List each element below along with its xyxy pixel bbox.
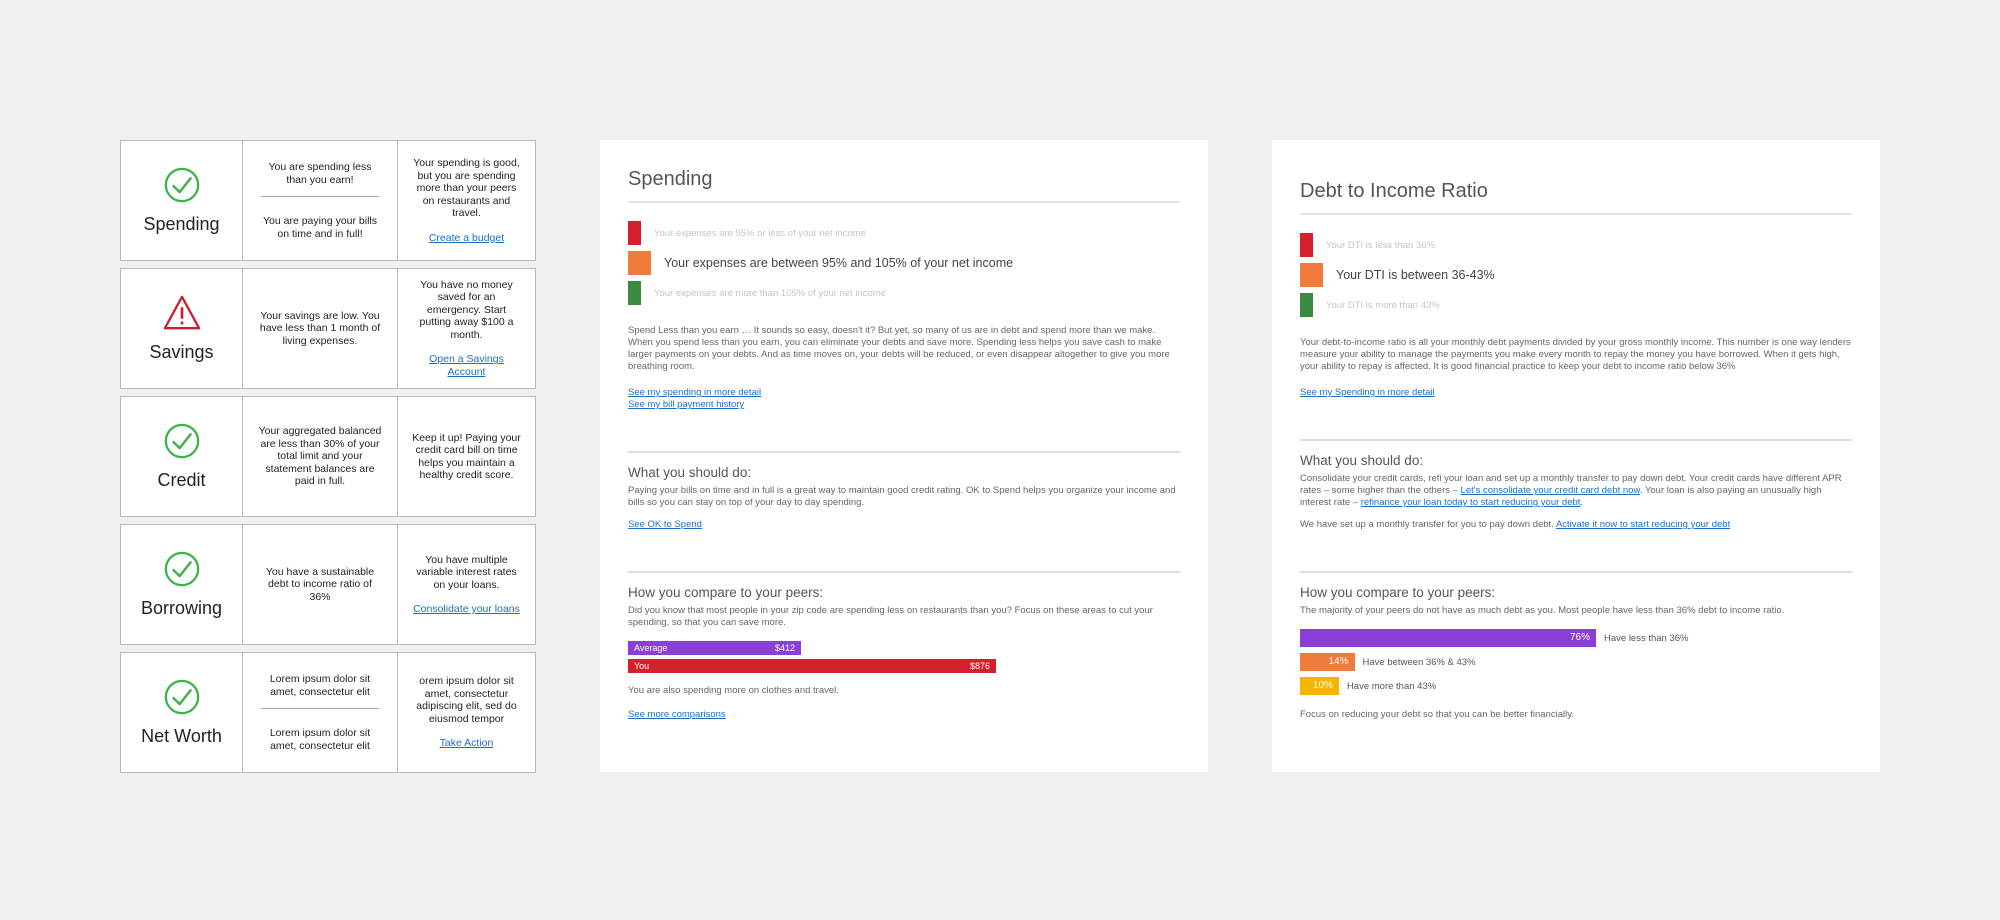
- dti-bar: 10%: [1300, 677, 1339, 695]
- panel-title: Debt to Income Ratio: [1300, 180, 1488, 202]
- orange-swatch: [1300, 263, 1323, 287]
- note-text: You are also spending more on clothes and travel.: [628, 685, 839, 696]
- summary-row-net-worth: [120, 652, 536, 773]
- status-cell: [243, 397, 398, 516]
- section-title: How you compare to your peers:: [628, 585, 824, 600]
- section-text: [1300, 519, 1852, 531]
- advice-cell: [398, 653, 535, 772]
- check-circle-icon: [163, 550, 201, 588]
- legend-text: Your expenses are more than 105% of your net income: [654, 287, 887, 299]
- status-cell: [243, 269, 398, 388]
- status-legend: [628, 221, 1180, 305]
- legend-text: Your expenses are between 95% and 105% of your net income: [664, 256, 1014, 270]
- legend-text: Your DTI is between 36-43%: [1336, 268, 1495, 282]
- status-cell: [243, 141, 398, 260]
- category-label: Net Worth: [141, 726, 222, 746]
- you-bar: [628, 659, 996, 673]
- divider: [628, 451, 1180, 453]
- advice-cell: [398, 397, 535, 516]
- status-cell: [243, 653, 398, 772]
- panel-title: Spending: [628, 168, 713, 190]
- consolidate-loans-link[interactable]: Consolidate your loans: [413, 603, 520, 615]
- status-text-2: Lorem ipsum dolor sit amet, consectetur elit: [269, 727, 371, 752]
- status-text: Your savings are low. You have less than 1 month of living expenses.: [259, 309, 381, 347]
- status-text: Lorem ipsum dolor sit amet, consectetur elit: [269, 673, 371, 698]
- create-budget-link[interactable]: Create a budget: [428, 231, 505, 244]
- section-text: Consolidate your credit cards, refi your loan and set up a monthly transfer to pay down debt. Your credit cards have different APR rates – some higher than the others – Let's consolidate your credit card debt now. Your loan is also paying an unusually high interest rate – refinance your loan today to start reducing your debt.: [1300, 473, 1842, 508]
- section-title: What you should do:: [1300, 453, 1424, 468]
- advice-text: Your spending is good, but you are spending more than your peers on restaurants and travel.: [413, 157, 520, 219]
- bar-label: Have more than 43%: [1346, 680, 1437, 692]
- bill-payment-history-link[interactable]: See my bill payment history: [628, 399, 745, 410]
- category-label: Borrowing: [140, 598, 223, 618]
- average-bar: [628, 641, 801, 655]
- spending-comparison-bars: [628, 641, 1180, 673]
- todo-text: We have set up a monthly transfer for you to pay down debt.: [1300, 519, 1554, 530]
- legend-item-red: [628, 221, 1180, 245]
- bar-value: $876: [969, 661, 990, 671]
- check-circle-icon: [163, 166, 201, 204]
- category-cell: [121, 141, 243, 260]
- category-label: Credit: [157, 470, 206, 490]
- advice-text: You have no money saved for an emergency. Start putting away $100 a month.: [419, 278, 514, 341]
- bar-value: $412: [775, 643, 796, 653]
- legend-item-orange: [628, 251, 1180, 275]
- category-cell: [121, 397, 243, 516]
- status-cell: [243, 525, 398, 644]
- financial-summary-table: [120, 140, 536, 780]
- advice-cell: [398, 141, 535, 260]
- category-label: Spending: [143, 214, 220, 234]
- peers-section: [1300, 585, 1852, 721]
- green-swatch: [628, 281, 641, 305]
- intro-paragraph: Your debt-to-income ratio is all your monthly debt payments divided by your gross monthly income. This number is one way lenders measure your ability to manage the payments you make every month to repay the money you have borrowed. When it gets high, your ability to repay is affected. It is good financial practice to keep your debt to income ratio below 36%: [1300, 337, 1851, 372]
- todo-text: Consolidate your credit cards, refi your loan and set up a monthly transfer to pay down debt. Your credit cards have different APR rates – some higher than the others –: [1300, 473, 1842, 496]
- category-cell: [121, 653, 243, 772]
- section-text: The majority of your peers do not have as much debt as you. Most people have less than 36% debt to income ratio.: [1300, 605, 1785, 616]
- section-title: What you should do:: [628, 465, 752, 480]
- check-circle-icon: [163, 422, 201, 460]
- status-text: You have a sustainable debt to income ratio of 36%: [265, 565, 375, 603]
- divider: [628, 201, 1180, 203]
- dti-comparison-bars: [1300, 629, 1852, 695]
- debt-to-income-panel: [1272, 140, 1880, 772]
- category-cell: [121, 525, 243, 644]
- green-swatch: [1300, 293, 1313, 317]
- status-text: You are spending less than you earn!: [268, 161, 372, 186]
- advice-cell: [398, 525, 535, 644]
- dti-bar: 76%: [1300, 629, 1596, 647]
- legend-item-green: [628, 281, 1180, 305]
- advice-text: orem ipsum dolor sit amet, consectetur adipiscing elit, sed do eiusmod tempor: [416, 675, 517, 725]
- legend-item-red: [1300, 233, 1852, 257]
- divider: [628, 571, 1180, 573]
- dti-bar: 14%: [1300, 653, 1355, 671]
- legend-text: Your DTI is less than 36%: [1326, 239, 1435, 251]
- ok-to-spend-link[interactable]: See OK to Spend: [628, 519, 702, 530]
- summary-row-savings: [120, 268, 536, 389]
- what-to-do-section: [628, 465, 1180, 531]
- legend-text: Your DTI is more than 43%: [1326, 299, 1440, 311]
- summary-row-credit: [120, 396, 536, 517]
- bar-label: Have between 36% & 43%: [1362, 656, 1476, 668]
- todo-text: . Your loan is also paying an unusually high interest rate –: [1300, 485, 1822, 508]
- spending-detail-panel: [600, 140, 1208, 772]
- warning-triangle-icon: [163, 294, 201, 332]
- red-swatch: [628, 221, 641, 245]
- legend-item-green: [1300, 293, 1852, 317]
- spending-detail-link[interactable]: See my Spending in more detail: [1300, 387, 1435, 398]
- consolidate-credit-card-link[interactable]: Let's consolidate your credit card debt now: [1460, 485, 1640, 496]
- open-savings-account-link[interactable]: Open a Savings Account: [429, 353, 504, 378]
- dti-bar-row: [1300, 629, 1852, 647]
- check-circle-icon: [163, 678, 201, 716]
- spending-detail-link[interactable]: See my spending in more detail: [628, 387, 762, 398]
- see-more-comparisons-link[interactable]: See more comparisons: [628, 709, 726, 720]
- bar-label: You: [634, 661, 650, 671]
- bar-label: Average: [634, 643, 668, 653]
- divider: [261, 196, 379, 197]
- orange-swatch: [628, 251, 651, 275]
- bar-label: Have less than 36%: [1604, 632, 1689, 644]
- red-swatch: [1300, 233, 1313, 257]
- status-text-2: You are paying your bills on time and in full!: [262, 215, 378, 240]
- note-text: Focus on reducing your debt so that you can be better financially.: [1300, 709, 1574, 720]
- dti-bar-row: [1300, 653, 1852, 671]
- activate-transfer-link[interactable]: Activate it now to start reducing your debt: [1555, 519, 1731, 530]
- advice-text: Keep it up! Paying your credit card bill on time helps you maintain a healthy credit score.: [412, 431, 521, 481]
- legend-text: Your expenses are 95% or less of your net income: [654, 227, 866, 239]
- take-action-link[interactable]: Take Action: [439, 737, 494, 750]
- summary-row-borrowing: [120, 524, 536, 645]
- section-text: Paying your bills on time and in full is a great way to maintain good credit rating. OK to Spend helps you organize your income and bills so you can stay on top of your day to day spending.: [628, 485, 1176, 508]
- section-title: How you compare to your peers:: [1300, 585, 1496, 600]
- what-to-do-section: [1300, 453, 1852, 531]
- advice-cell: [398, 269, 535, 388]
- summary-row-spending: [120, 140, 536, 261]
- divider: [261, 708, 379, 709]
- status-legend: [1300, 233, 1852, 317]
- divider: [1300, 213, 1852, 215]
- legend-item-orange: [1300, 263, 1852, 287]
- category-cell: [121, 269, 243, 388]
- dti-bar-row: [1300, 677, 1852, 695]
- section-text: Did you know that most people in your zip code are spending less on restaurants than you? Focus on these areas to cut your spending, so that you can save more.: [628, 605, 1153, 628]
- advice-text: You have multiple variable interest rates on your loans.: [416, 553, 517, 591]
- peers-section: [628, 585, 1180, 721]
- refinance-loan-link[interactable]: refinance your loan today to start reducing your debt: [1360, 497, 1581, 508]
- category-label: Savings: [149, 342, 214, 362]
- status-text: Your aggregated balanced are less than 30% of your total limit and your statement balances are paid in full.: [258, 425, 382, 488]
- intro-paragraph: Spend Less than you earn … It sounds so easy, doesn't it? But yet, so many of us are in debt and spend more than we make. When you spend less than you earn, you can eliminate your debts and save more. Spending less helps you save cash to make larger payments on your debts. And as time moves on, your debts will be reduced, or even disappear altogether to give you more breathing room.: [628, 325, 1170, 372]
- divider: [1300, 439, 1852, 441]
- divider: [1300, 571, 1852, 573]
